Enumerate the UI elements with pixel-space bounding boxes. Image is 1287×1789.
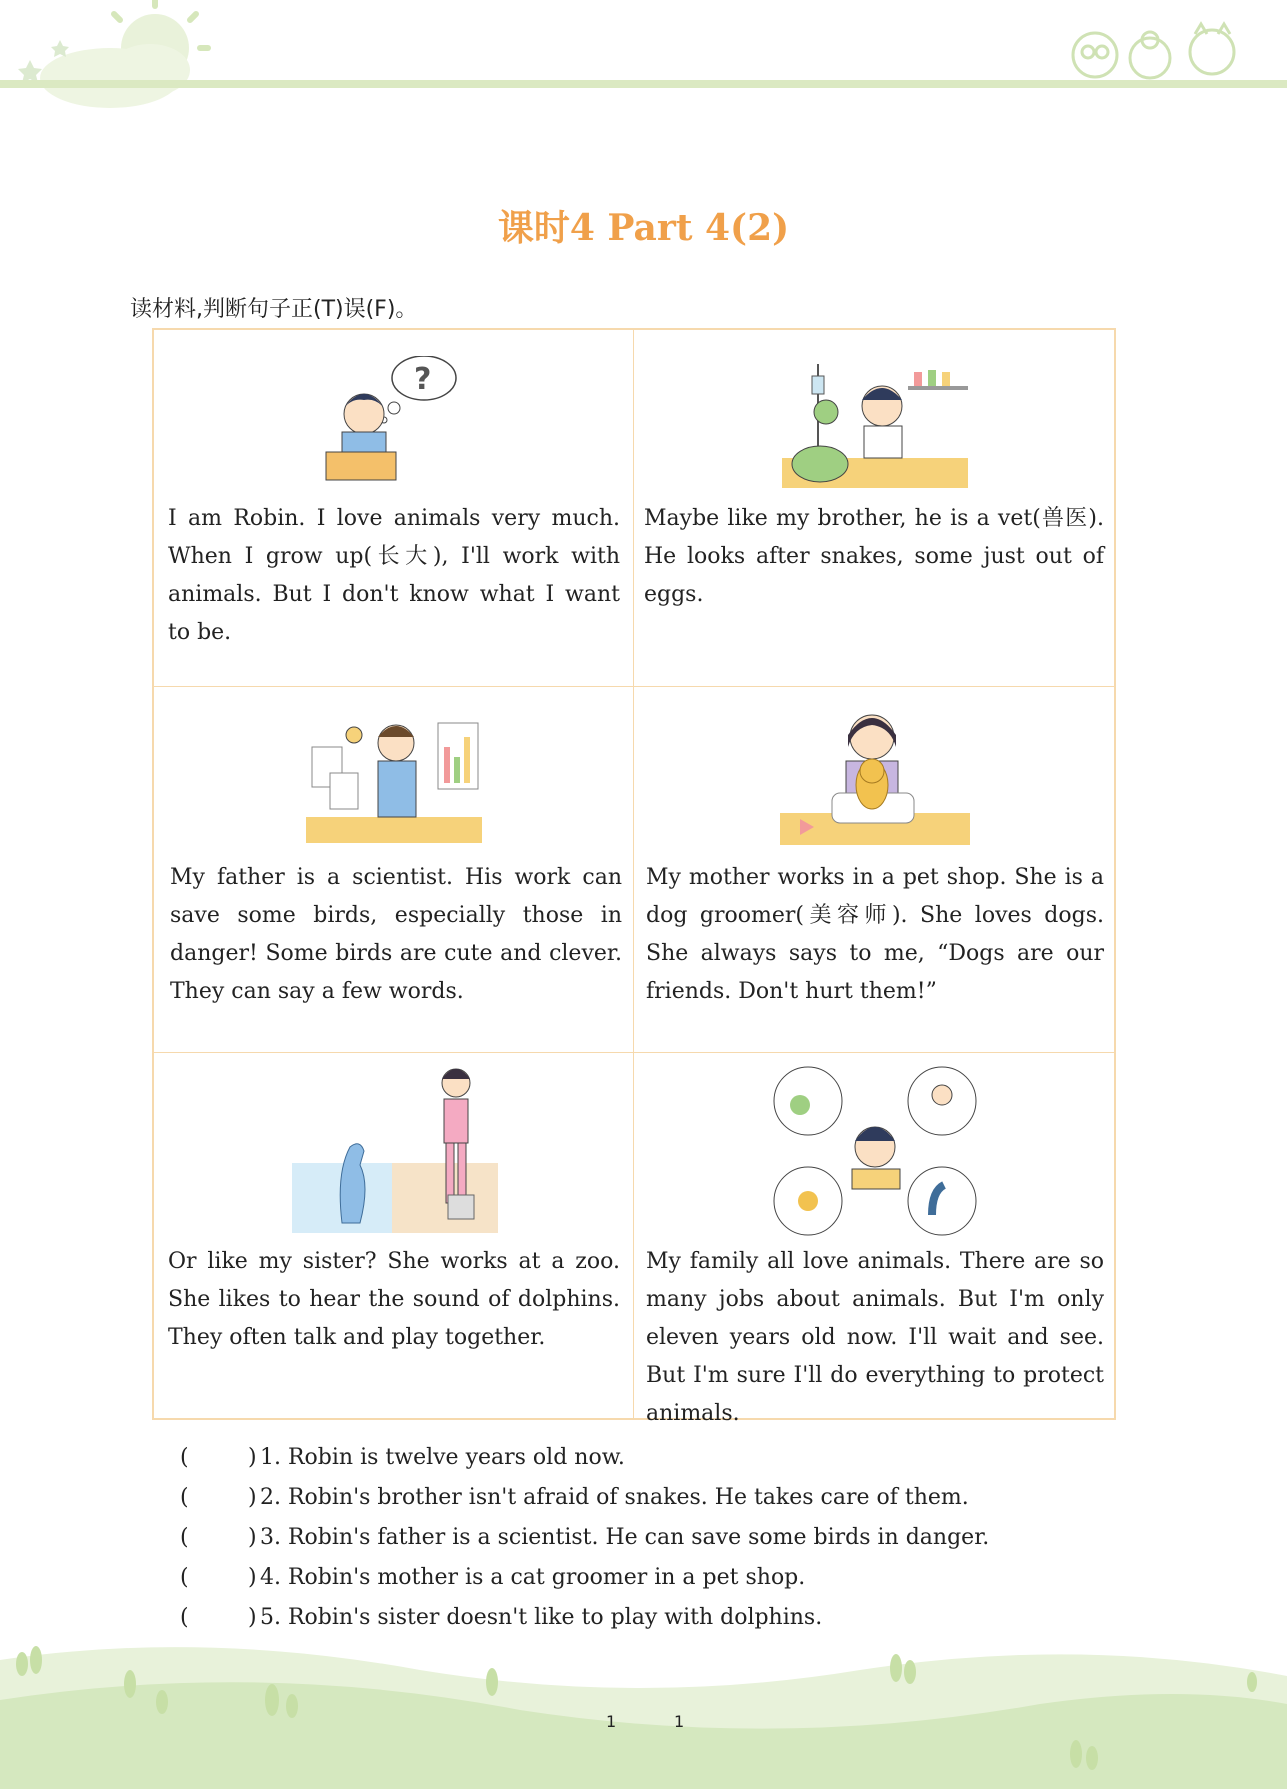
passage-text: Maybe like my brother, he is a vet(兽医). He looks after snakes, some just out of eggs. (644, 506, 1104, 607)
passage-cell-robin (154, 330, 634, 687)
family-jobs-illustration (772, 1065, 978, 1237)
header-decoration (0, 0, 1287, 110)
question-item (180, 1438, 1080, 1478)
zoo-dolphin-illustration (292, 1063, 498, 1233)
passage-cell-father (154, 687, 634, 1053)
question-list (180, 1438, 1080, 1638)
question-item (180, 1478, 1080, 1518)
question-text: 1. Robin is twelve years old now. (260, 1445, 625, 1470)
animal-faces-icon (1073, 24, 1234, 78)
answer-paren-open: ( (180, 1445, 189, 1470)
footer-landscape (0, 1620, 1287, 1789)
question-item (180, 1518, 1080, 1558)
passage-text: Or like my sister? She works at a zoo. She likes to hear the sound of dolphins. They often talk and play together. (168, 1249, 620, 1350)
answer-paren-open: ( (180, 1485, 189, 1510)
dog-groomer-illustration (780, 709, 970, 845)
page-number: 1 (674, 1712, 685, 1731)
question-text: 2. Robin's brother isn't afraid of snakes. He takes care of them. (260, 1485, 969, 1510)
answer-paren-open: ( (180, 1605, 189, 1630)
answer-paren-close: ) (248, 1525, 257, 1550)
page-number: 1 (606, 1712, 617, 1731)
passage-text: My mother works in a pet shop. She is a dog groomer(美容师). She loves dogs. She always says to me, “Dogs are our friends. Don't hurt them!” (646, 865, 1104, 1004)
passage-cell-sister (154, 1053, 634, 1418)
robin-thinking-illustration (322, 356, 462, 486)
answer-paren-close: ) (248, 1605, 257, 1630)
answer-paren-close: ) (248, 1485, 257, 1510)
header-rule (0, 80, 1287, 88)
instruction: 读材料,判断句子正(T)误(F)。 (130, 297, 418, 322)
vet-snake-illustration (782, 364, 968, 494)
passage-cell-mother (634, 687, 1116, 1053)
question-item (180, 1558, 1080, 1598)
svg-text:?: ? (414, 362, 432, 397)
passage-text: My family all love animals. There are so many jobs about animals. But I'm only eleven years old now. I'll wait and see. But I'm sure I'll do everything to protect animals. (646, 1249, 1104, 1426)
scientist-illustration (306, 717, 482, 847)
reading-grid (152, 328, 1116, 1426)
answer-paren-open: ( (180, 1525, 189, 1550)
page-title: 课时4 Part 4(2) (497, 207, 790, 249)
passage-text: My father is a scientist. His work can save some birds, especially those in danger! Some birds are cute and clever. They can say a few words. (170, 865, 622, 1004)
answer-paren-close: ) (248, 1445, 257, 1470)
answer-paren-close: ) (248, 1565, 257, 1590)
passage-cell-family (634, 1053, 1116, 1426)
passage-text: I am Robin. I love animals very much. When I grow up(长大), I'll work with animals. But I don't know what I want to be. (168, 506, 620, 645)
passage-cell-brother (634, 330, 1116, 687)
question-text: 3. Robin's father is a scientist. He can save some birds in danger. (260, 1525, 990, 1550)
question-text: 4. Robin's mother is a cat groomer in a pet shop. (260, 1565, 806, 1590)
answer-paren-open: ( (180, 1565, 189, 1590)
question-text: 5. Robin's sister doesn't like to play with dolphins. (260, 1605, 823, 1630)
